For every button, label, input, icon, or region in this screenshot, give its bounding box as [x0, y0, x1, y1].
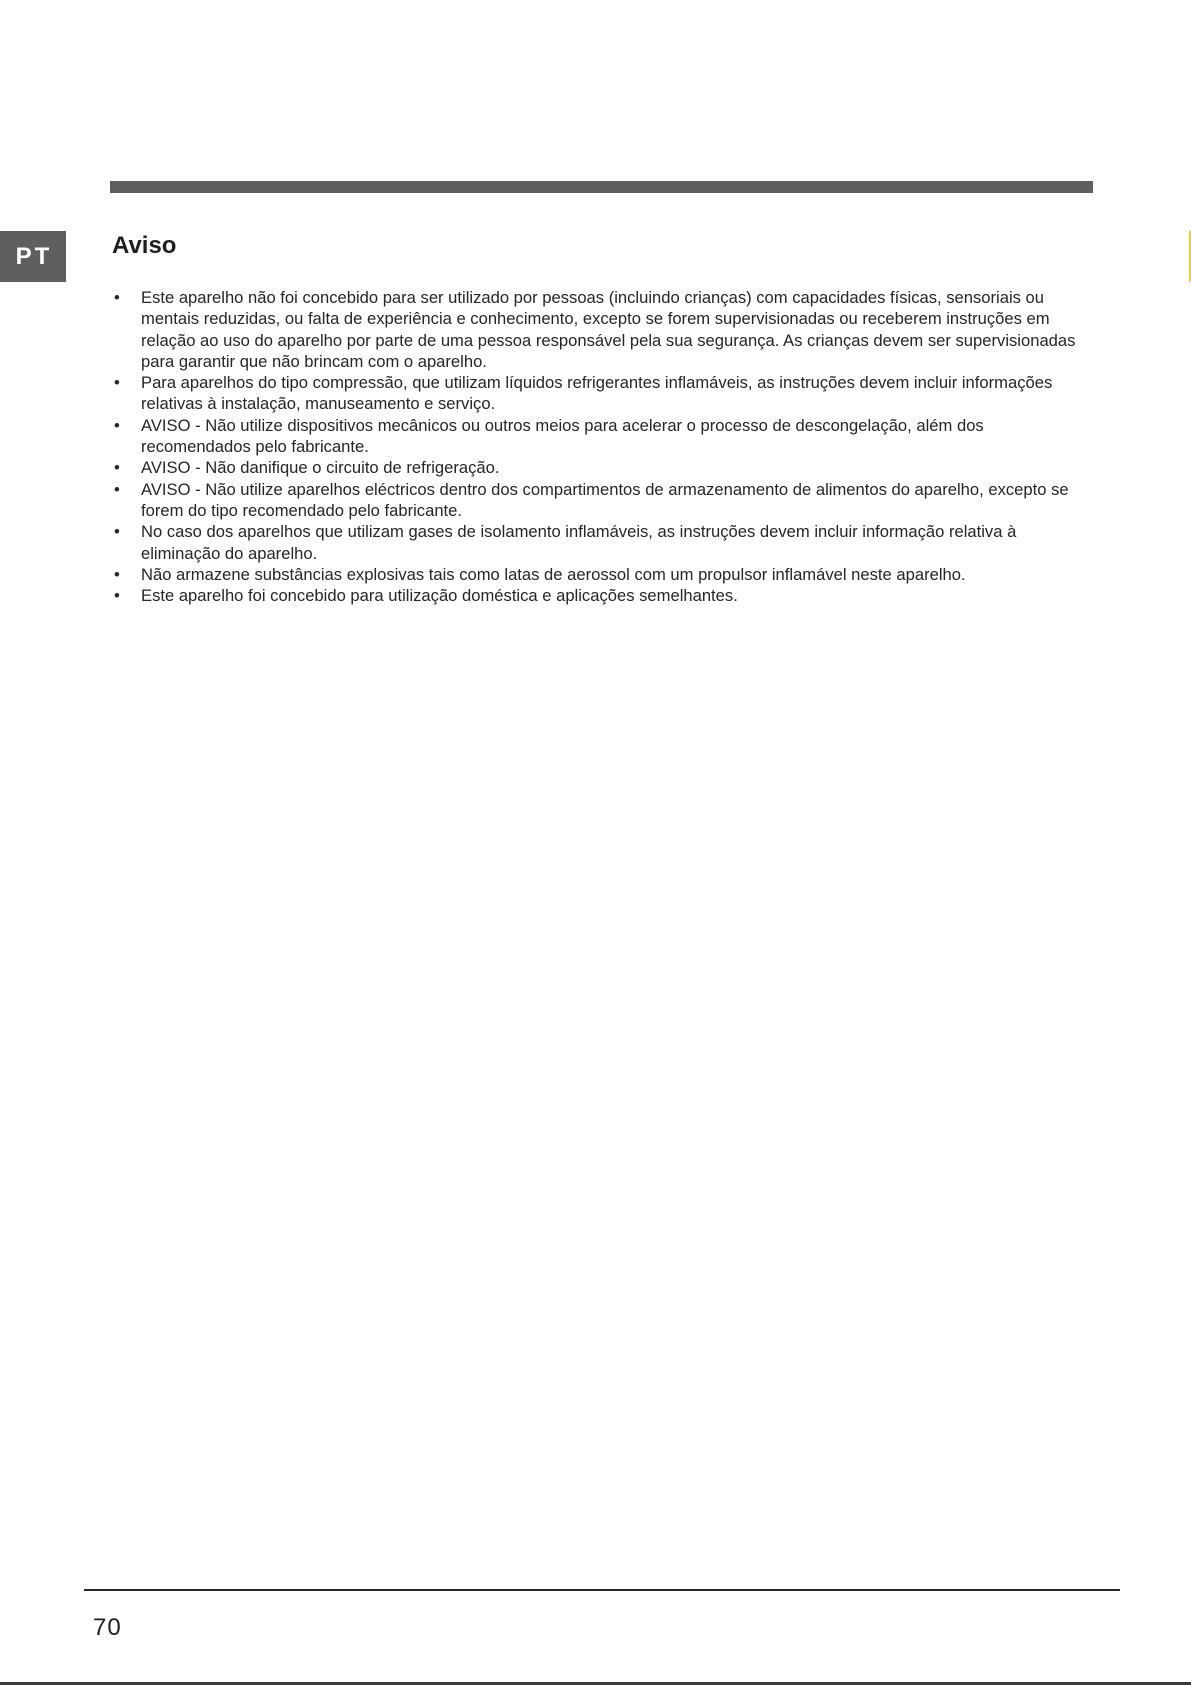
list-item	[112, 372, 1082, 415]
list-item-text: Este aparelho foi concebido para utilização doméstica e aplicações semelhantes.	[141, 586, 738, 606]
bullet-icon: •	[114, 522, 120, 542]
list-item-text: Para aparelhos do tipo compressão, que utilizam líquidos refrigerantes inflamáveis, as instruções devem incluir informações relativas à instalação, manuseamento e serviço.	[141, 373, 1053, 414]
list-item	[112, 479, 1082, 522]
list-item-text: Não armazene substâncias explosivas tais como latas de aerossol com um propulsor inflamável neste aparelho.	[141, 564, 966, 584]
bullet-icon: •	[114, 564, 120, 584]
list-item-text: No caso dos aparelhos que utilizam gases de isolamento inflamáveis, as instruções devem incluir informação relativa à eliminação do aparelho.	[141, 522, 1017, 563]
warning-list	[112, 287, 1082, 606]
bullet-icon: •	[114, 415, 120, 435]
page-number: 70	[93, 1614, 122, 1641]
bullet-icon: •	[114, 288, 120, 307]
list-item	[112, 287, 1082, 372]
footer-divider	[84, 1589, 1120, 1591]
language-tab-label: PT	[15, 242, 53, 270]
bullet-icon: •	[114, 458, 120, 478]
bullet-icon: •	[114, 479, 120, 499]
list-item	[112, 415, 1082, 458]
list-item-text: AVISO - Não utilize aparelhos eléctricos dentro dos compartimentos de armazenamento de alimentos do aparelho, excepto se forem do tipo recomendado pelo fabricante.	[141, 479, 1069, 520]
list-item-text: AVISO - Não danifique o circuito de refrigeração.	[141, 458, 500, 478]
list-item-text: Este aparelho não foi concebido para ser utilizado por pessoas (incluindo crianças) com capacidades físicas, sensoriais ou mentais reduzidas, ou falta de experiência e conhecimento, excepto se forem supervisionadas ou receberem instruções em relação ao uso do aparelho por parte de uma pessoa responsável pela sua segurança. As crianças devem ser supervisionadas para garantir que não brincam com o aparelho.	[141, 288, 1076, 371]
section-title: Aviso	[112, 232, 177, 259]
header-divider-bar	[110, 181, 1093, 193]
list-item-text: AVISO - Não utilize dispositivos mecânicos ou outros meios para acelerar o processo de descongelação, além dos recomendados pelo fabricante.	[141, 415, 984, 457]
language-tab	[0, 231, 66, 282]
bullet-icon: •	[114, 373, 120, 393]
list-item	[112, 457, 1082, 478]
list-item	[112, 585, 1082, 606]
bullet-icon: •	[114, 586, 120, 606]
list-item	[112, 521, 1082, 564]
list-item	[112, 564, 1082, 585]
